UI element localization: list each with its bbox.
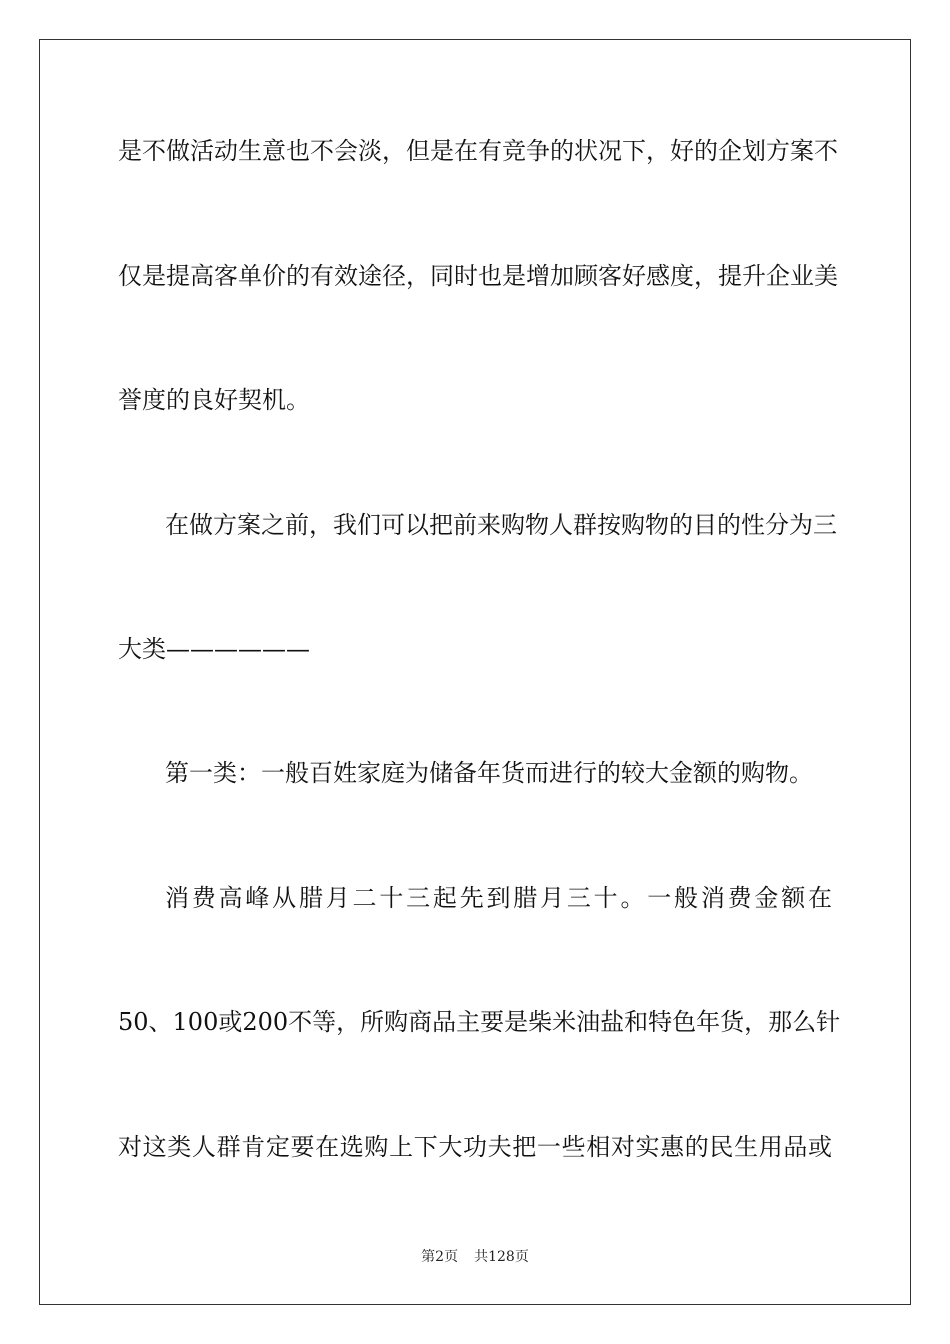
page-number: 第2页 — [421, 1249, 459, 1265]
total-pages: 共128页 — [474, 1249, 529, 1265]
text-line: 是不做活动生意也不会淡，但是在有竞争的状况下，好的企划方案不 — [118, 137, 838, 165]
page-border — [39, 39, 911, 1305]
paragraph-start-line: 在做方案之前，我们可以把前来购物人群按购物的目的性分为三 — [165, 511, 837, 539]
paragraph-start-line: 第一类：一般百姓家庭为储备年货而进行的较大金额的购物。 — [165, 759, 813, 787]
text-line: 大类—————— — [118, 635, 310, 663]
paragraph-start-line: 消费高峰从腊月二十三起先到腊月三十。一般消费金额在 — [165, 884, 832, 912]
text-line: 对这类人群肯定要在选购上下大功夫把一些相对实惠的民生用品或 — [118, 1133, 832, 1161]
text-line: 誉度的良好契机。 — [118, 386, 310, 414]
text-line: 仅是提高客单价的有效途径，同时也是增加顾客好感度，提升企业美 — [118, 262, 838, 290]
text-line: 50、100或200不等，所购商品主要是柴米油盐和特色年货，那么针 — [118, 1008, 841, 1036]
page-footer — [0, 1248, 950, 1266]
